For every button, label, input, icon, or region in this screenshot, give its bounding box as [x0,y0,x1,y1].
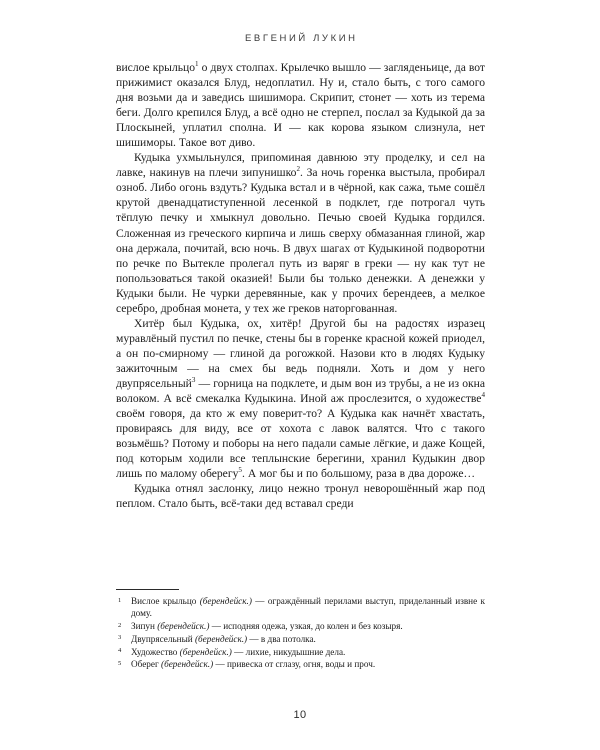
body-paragraph: Кудыка отнял заслонку, лицо нежно тронул неворошённый жар под пеплом. Стало быть, всё-таки дед вставал среди [116,482,485,511]
footnote-reference: 5 [238,466,242,475]
footnote-list [116,595,485,671]
footnote-definition: — привеска от сглазу, огня, воды и проч. [215,659,376,670]
footnote-separator-rule [116,589,179,590]
footnote-number: 1 [118,596,122,604]
footnote-item [116,620,485,632]
footnote-number: 5 [118,659,122,667]
page-number: 10 [293,709,307,721]
footnote-reference: 1 [195,60,199,69]
footnote-number: 3 [118,634,122,642]
footnote-section [116,589,485,671]
body-paragraph: вислое крыльцо$^1$ о двух столпах. Крылечко вышло — загляденьице, да вот прижимист оказался Блуд, недоплатил. Ну и, стало быть, с того самого дня возьми да и заведись шишимора. Скрипит, стонет — хоть из терема беги. Долго крепился Блуд, а всё одно не стерпел, послал за Кудыкой да за Плоскыней, уплатил сполна. И — как корова языком слизнула, нет шишиморы. Такое вот диво. [116,60,485,150]
footnote-source: (берендейск.) [157,621,210,631]
footnote-definition: — лихие, никудышние дела. [234,646,346,657]
body-paragraph: Хитёр был Кудыка, ох, хитёр! Другой бы на радостях изразец муравлёный пустил по печке, стены бы в горенке красной кожей приодел, а он по-смирному — глиной да рогожкой. Назови кто в людях Кудыку зажиточным — на смех бы ведь подняли. Хоть и дом у него двупрясельный$^3$ — горница на подклете, и дым вон из трубы, а не из окна волоком. А всё смекалка Кудыкина. Иной аж прослезится, о художестве$^4$ своём говоря, да кто ж ему поверит-то? А Кудыка как начнёт хвастать, провираясь для виду, все от хохота с лавок валятся. Что с такого возьмёшь? Потому и поборы на него падали самые лёгкие, и даже Кощей, под которым ходили все теплынские берегини, хранил Кудыкин двор лишь по малому оберегу$^5$. А мог бы и по большому, раза в два дороже… [116,316,485,481]
footnote-reference: 4 [481,391,485,400]
footnote-definition: — исподняя одежа, узкая, до колен и без козыря. [211,621,403,631]
footnote-item [116,595,485,619]
running-head: ЕВГЕНИЙ ЛУКИН [244,33,358,44]
footnote-term: Художество [131,646,178,657]
footnote-number: 4 [118,647,122,655]
footnote-source: (берендейск.) [199,596,252,606]
footnote-item [116,646,485,658]
footnote-term: Вислое крыльцо [131,596,197,606]
footnote-item [116,633,485,645]
body-paragraph: Кудыка ухмыльнулся, припоминая давнюю эту проделку, и сел на лавке, накинув на плечи зипунишко$^2$. За ночь горенка выстыла, пробирал озноб. Либо огонь вздуть? Кудыка встал и в чёрной, как сажа, тьме сошёл крутой двенадцатиступенной лесенкой в подклет, где потрогал чуть тёплую печку и хмыкнул довольно. Печью своей Кудыка гордился. Сложенная из греческого кирпича и лишь сверху обмазанная глиной, жар она держала, почитай, всю ночь. В двух шагах от Кудыкиной подворотни по речке по Вытекле пролегал путь из варяг в греки — ну как тут не попользоваться такой оказией! Были бы только денежки. А денежки у Кудыки были. Не чурки деревянные, как у прочих берендеев, а мелкое серебро, дробная монета, у тех же греков наторгованная. [116,151,485,315]
footnote-source: (берендейск.) [179,646,232,657]
body-text-block [116,60,485,511]
footnote-term: Зипун [131,621,155,631]
footnote-source: (берендейск.) [161,659,214,670]
footnote-item [116,658,485,670]
footnote-term: Оберег [131,659,159,670]
footnote-definition: — в два потолка. [249,633,316,644]
footnote-term: Двупрясельный [131,633,193,644]
footnote-number: 2 [118,621,122,629]
footnote-reference: 3 [191,376,196,385]
footnote-reference: 2 [296,165,300,174]
footnote-definition: — ограждённый перилами выступ, приделанный извне к дому. [131,596,486,619]
footnote-source: (берендейск.) [194,633,248,644]
